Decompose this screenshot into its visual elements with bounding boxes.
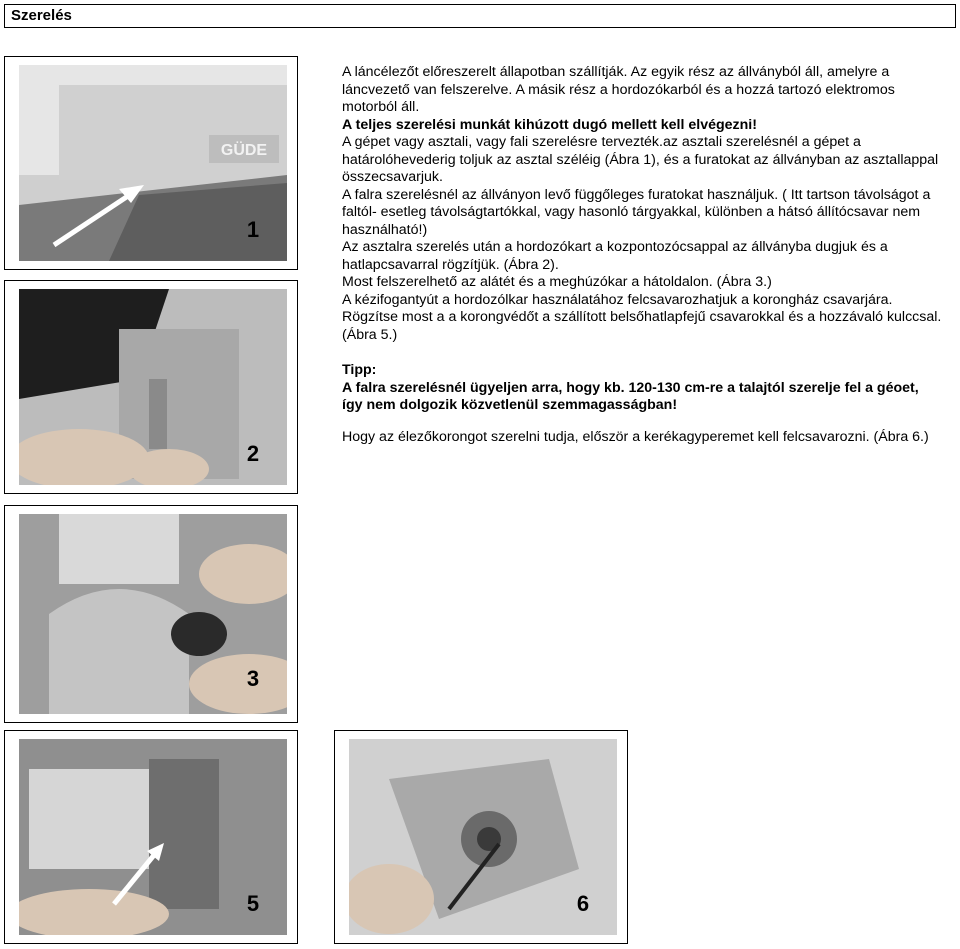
section-title: Szerelés	[11, 7, 72, 24]
figure-2-number: 2	[246, 441, 260, 466]
section-header	[4, 4, 956, 28]
paragraph-washer: Most felszerelhető az alátét és a meghúzókar a hátoldalon. (Ábra 3.)	[342, 274, 772, 290]
paragraph-warning: A teljes szerelési munkát kihúzott dugó mellett kell elvégezni!	[342, 116, 757, 133]
photo-logo: GÜDE	[220, 142, 268, 159]
tip-title: Tipp:	[342, 362, 377, 378]
instructions-text	[342, 64, 942, 446]
tip-text: A falra szerelésnél ügyeljen arra, hogy kb. 120-130 cm-re a talajtól szerelje fel a géoet, így nem dolgozik közvetlenül szemmagasságban!	[342, 379, 919, 413]
paragraph-intro: A láncélezőt előreszerelt állapotban szállítják. Az egyik rész az állványból áll, amelyre a láncvezető van felszerelve. A másik rész a hordozókarból és a hozzá tartozó elektromos motorból áll.	[342, 64, 895, 115]
figure-1	[4, 56, 298, 270]
paragraph-guard: Rögzítse most a a korongvédőt a szállított belsőhatlapfejű csavarokkal és a hozzávaló kulccsal. (Ábra 5.)	[342, 309, 942, 343]
paragraph-hub-flange: Hogy az élezőkorongot szerelni tudja, először a kerékagyperemet kell felcsavarozni. (Ábra 6.)	[342, 428, 929, 445]
figure-6	[334, 730, 628, 944]
figure-3	[4, 505, 298, 723]
paragraph-handle: A kézifogantyút a hordozólkar használatához felcsavarozhatjuk a korongház csavarjára.	[342, 291, 893, 308]
paragraph-carrier-arm: Az asztalra szerelés után a hordozókart a kozpontozócsappal az állványba dugjuk és a hatlapcsavarral rögzítjük. (Ábra 2).	[342, 239, 888, 273]
figure-3-number: 3	[246, 666, 260, 691]
figure-2	[4, 280, 298, 494]
paragraph-wall-mounting: A falra szerelésnél az állványon levő függőleges furatokat használjuk. ( Itt tartson távolságot a faltól- esetleg távolságtartókkal, vagy hasonló tárgyakkal, különben a hátsó állítócsavar nem használható!)	[342, 186, 931, 238]
figure-1-number: 1	[246, 217, 260, 242]
figure-6-number: 6	[576, 891, 590, 916]
figure-5	[4, 730, 298, 944]
paragraph-table-mounting: A gépet vagy asztali, vagy fali szerelésre tervezték.az asztali szerelésnél a gépet a határolóhevederig toljuk az asztal széléig (Ábra 1), és a furatokat az állványban az asztallappal összecsavarjuk.	[342, 134, 939, 185]
figure-5-number: 5	[246, 891, 260, 916]
